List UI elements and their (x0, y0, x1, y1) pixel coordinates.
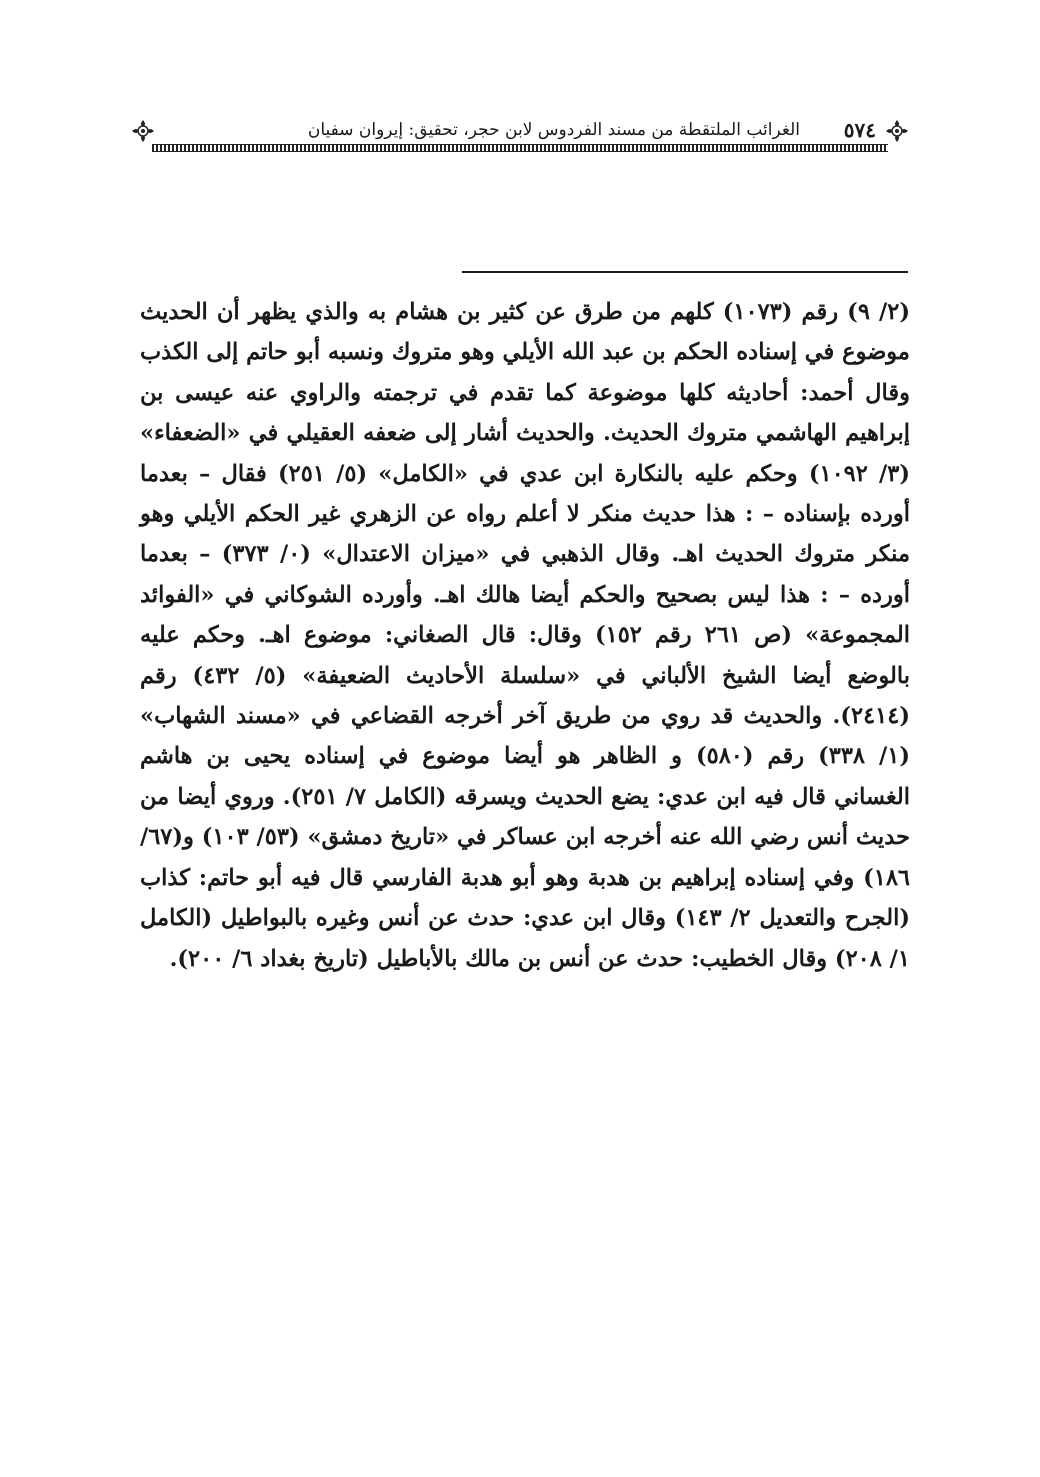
footnote-separator (462, 271, 908, 273)
page-number: ٥٧٤ (843, 118, 876, 142)
header-title: الغرائب الملتقطة من مسند الفردوس لابن حجر، تحقيق: إيروان سفيان (307, 120, 800, 140)
floral-ornament-icon (130, 118, 156, 144)
footnote-paragraph: (٢/ ٩) رقم (١٠٧٣) كلهم من طرق عن كثير بن هشام به والذي يظهر أن الحديث موضوع في إسناده الحكم بن عبد الله الأيلي وهو متروك ونسبه أبو حاتم إلى الكذب وقال أحمد: أحاديثه كلها موضوعة كما تقدم في ترجمته والراوي عنه عيسى بن إبراهيم الهاشمي متروك الحديث. والحديث أشار إلى ضعفه العقيلي في «الضعفاء» (٣/ ١٠٩٢) وحكم عليه بالنكارة ابن عدي في «الكامل» (٥/ ٢٥١) فقال – بعدما أورده بإسناده – : هذا حديث منكر لا أعلم رواه عن الزهري غير الحكم الأيلي وهو منكر متروك الحديث اهـ. وقال الذهبي في «ميزان الاعتدال» (٠/ ٣٧٣) – بعدما أورده – : هذا ليس بصحيح والحكم أيضا هالك اهـ. وأورده الشوكاني في «الفوائد المجموعة» (ص ٢٦١ رقم ١٥٢) وقال: قال الصغاني: موضوع اهـ. وحكم عليه بالوضع أيضا الشيخ الألباني في «سلسلة الأحاديث الضعيفة» (٥/ ٤٣٢) رقم (٢٤١٤). والحديث قد روي من طريق آخر أخرجه القضاعي في «مسند الشهاب» (١/ ٣٣٨) رقم (٥٨٠) و الظاهر هو أيضا موضوع في إسناده يحيى بن هاشم الغساني قال فيه ابن عدي: يضع الحديث ويسرقه (الكامل ٧/ ٢٥١). وروي أيضا من حديث أنس رضي الله عنه أخرجه ابن عساكر في «تاريخ دمشق» (٥٣/ ١٠٣) و(٦٧/ ١٨٦) وفي إسناده إبراهيم بن هدبة وهو أبو هدبة الفارسي قال فيه أبو حاتم: كذاب (الجرح والتعديل ٢/ ١٤٣) وقال ابن عدي: حدث عن أنس وغيره بالبواطيل (الكامل ١/ ٢٠٨) وقال الخطيب: حدث عن أنس بن مالك بالأباطيل (تاريخ بغداد ٦/ ٢٠٠). (140, 299, 910, 972)
header-decorative-rule (152, 144, 888, 152)
floral-ornament-icon (884, 118, 910, 144)
running-header (130, 112, 910, 152)
